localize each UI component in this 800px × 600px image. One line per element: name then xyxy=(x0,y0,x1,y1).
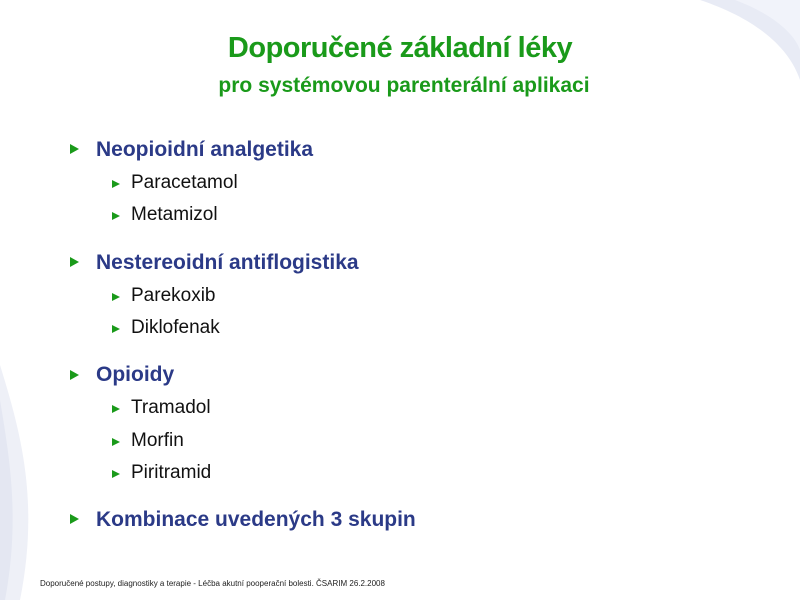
list-item: Parekoxib xyxy=(131,285,216,306)
triangle-bullet-icon xyxy=(70,514,79,524)
triangle-bullet-icon xyxy=(70,144,79,154)
group-heading: Opioidy xyxy=(96,363,175,386)
triangle-bullet-icon xyxy=(70,257,79,267)
triangle-bullet-icon xyxy=(112,438,120,446)
triangle-bullet-icon xyxy=(112,212,120,220)
triangle-bullet-icon xyxy=(112,470,120,478)
triangle-bullet-icon xyxy=(112,405,120,413)
triangle-bullet-icon xyxy=(112,180,120,188)
group-heading: Nestereoidní antiflogistika xyxy=(96,251,359,274)
triangle-bullet-icon xyxy=(112,293,120,301)
list-item: Tramadol xyxy=(131,397,211,418)
list-item: Piritramid xyxy=(131,462,212,483)
list-item: Metamizol xyxy=(131,204,218,225)
slide-title: Doporučené základní léky xyxy=(227,32,573,64)
list-item: Diklofenak xyxy=(131,317,220,338)
triangle-bullet-icon xyxy=(70,370,79,380)
triangle-bullet-icon xyxy=(112,325,120,333)
list-item: Paracetamol xyxy=(131,172,238,193)
group-heading: Neopioidní analgetika xyxy=(96,138,314,161)
slide-subtitle: pro systémovou parenterální aplikaci xyxy=(218,74,590,97)
slide-footer: Doporučené postupy, diagnostiky a terapie - Léčba akutní pooperační bolesti. ČSARIM 26.2.2008 xyxy=(40,579,385,588)
list-item: Morfin xyxy=(131,430,184,451)
group-heading: Kombinace uvedených 3 skupin xyxy=(96,508,416,531)
